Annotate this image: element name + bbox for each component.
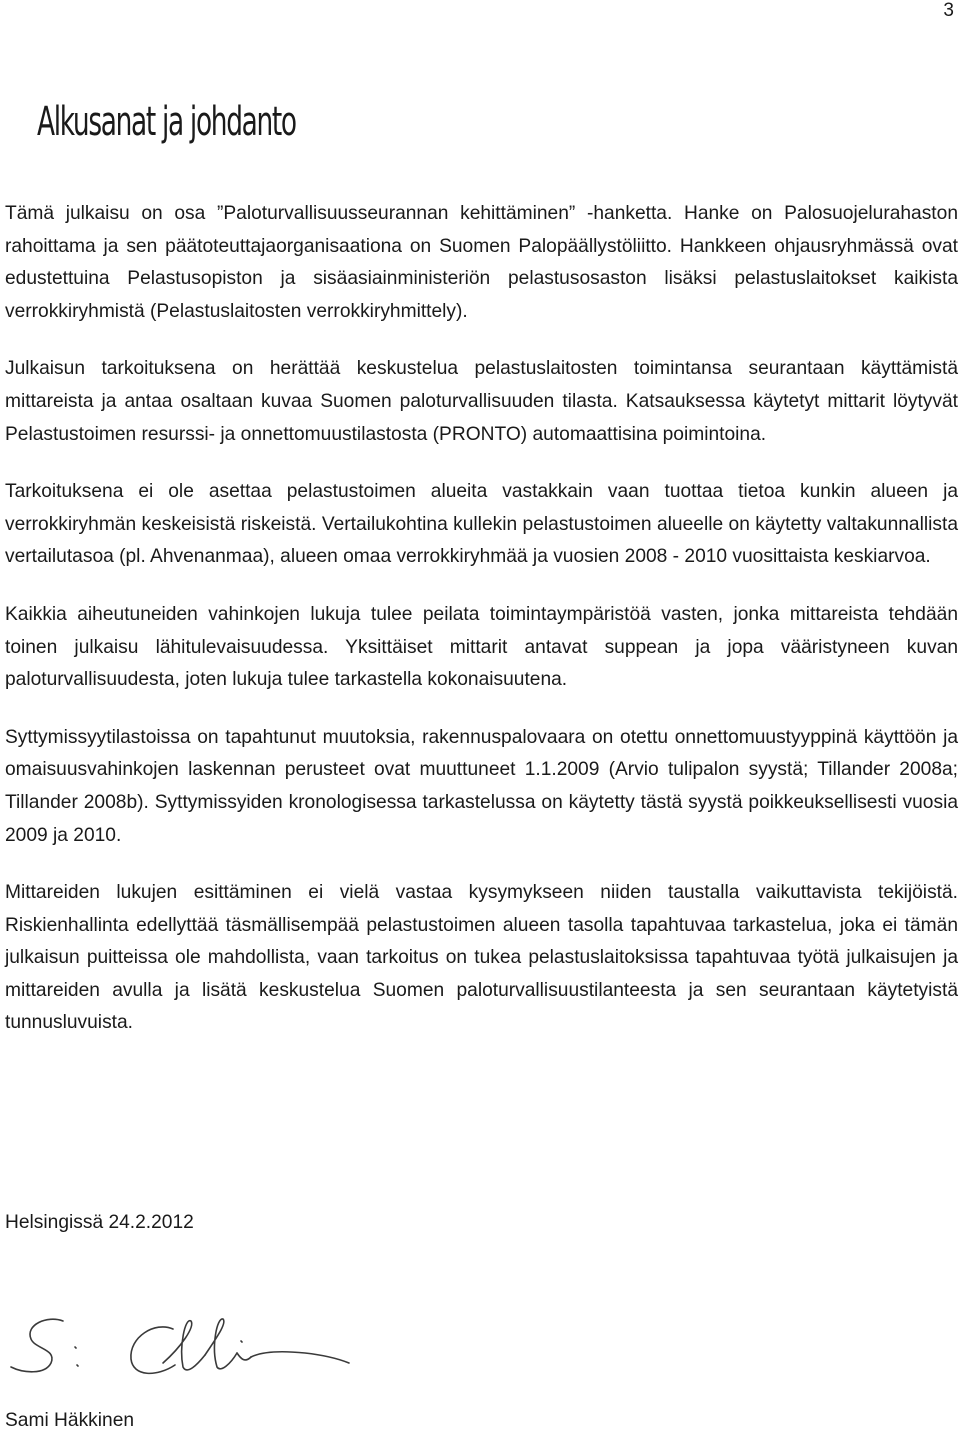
page-number: 3 [943,0,954,21]
body-text [5,198,958,1065]
page-title: Alkusanat ja johdanto [37,99,296,145]
paragraph-4: Kaikkia aiheutuneiden vahinkojen lukuja tulee peilata toimintaympäristöä vasten, jonka mittareista tehdään toinen julkaisu lähitulevaisuudessa. Yksittäiset mittarit antavat suppean ja jopa vääristyneen kuvan paloturvallisuudesta, joten lukuja tulee tarkastella kokonaisuutena. [5,603,958,691]
handwritten-signature [5,1307,355,1397]
signature-block [5,1207,505,1431]
paragraph-1: Tämä julkaisu on osa ”Paloturvallisuusseurannan kehittäminen” -hanketta. Hanke on Palosuojelurahaston rahoittama ja sen päätoteuttajaorganisaationa on Suomen Palopäällystöliitto. Hankkeen ohjausryhmässä ovat edustettuina Pelastusopiston ja sisäasiainministeriön pelastusosaston lisäksi pelastuslaitokset kaikista verrokkiryhmistä (Pelastuslaitosten verrokkiryhmittely). [5,203,958,322]
signer-name: Sami Häkkinen [5,1410,135,1431]
place-date: Helsingissä 24.2.2012 [5,1212,194,1233]
paragraph-5: Syttymissyytilastoissa on tapahtunut muutoksia, rakennuspalovaara on otettu onnettomuustyyppinä käyttöön ja omaisuusvahinkojen laskennan perusteet ovat muuttuneet 1.1.2009 (Arvio tulipalon syystä; Tillander 2008a; Tillander 2008b). Syttymissyiden kronologisessa tarkastelussa on käytetty tästä syystä poikkeuksellisesti vuosia 2009 ja 2010. [5,726,958,846]
paragraph-2: Julkaisun tarkoituksena on herättää keskustelua pelastuslaitosten toimintansa seurantaan käyttämistä mittareista ja antaa osaltaan kuvaa Suomen paloturvallisuuden tilasta. Katsauksessa käytetyt mittarit löytyvät Pelastustoimen resurssi- ja onnettomuustilastosta (PRONTO) automaattisina poimintoina. [5,358,958,445]
paragraph-3: Tarkoituksena ei ole asettaa pelastustoimen alueita vastakkain vaan tuottaa tietoa kunkin alueen ja verrokkiryhmän keskeisistä riskeistä. Vertailukohtina kullekin pelastustoimen alueelle on käytetty valtakunnallista vertailutasoa (pl. Ahvenanmaa), alueen omaa verrokkiryhmää ja vuosien 2008 - 2010 vuosittaista keskiarvoa. [5,481,958,568]
paragraph-6: Mittareiden lukujen esittäminen ei vielä vastaa kysymykseen niiden taustalla vaikuttavista tekijöistä. Riskienhallinta edellyttää täsmällisempää pelastustoimen alueen tasolla tapahtuvaa tarkastelua, joka ei tämän julkaisun puitteissa ole mahdollista, vaan tarkoitus on tukea pelastuslaitoksissa tapahtuvaa työtä julkaisujen ja mittareiden avulla ja lisätä keskustelua Suomen paloturvallisuustilanteesta ja sen seurantaan käytetyistä tunnusluvuista. [5,882,958,1034]
